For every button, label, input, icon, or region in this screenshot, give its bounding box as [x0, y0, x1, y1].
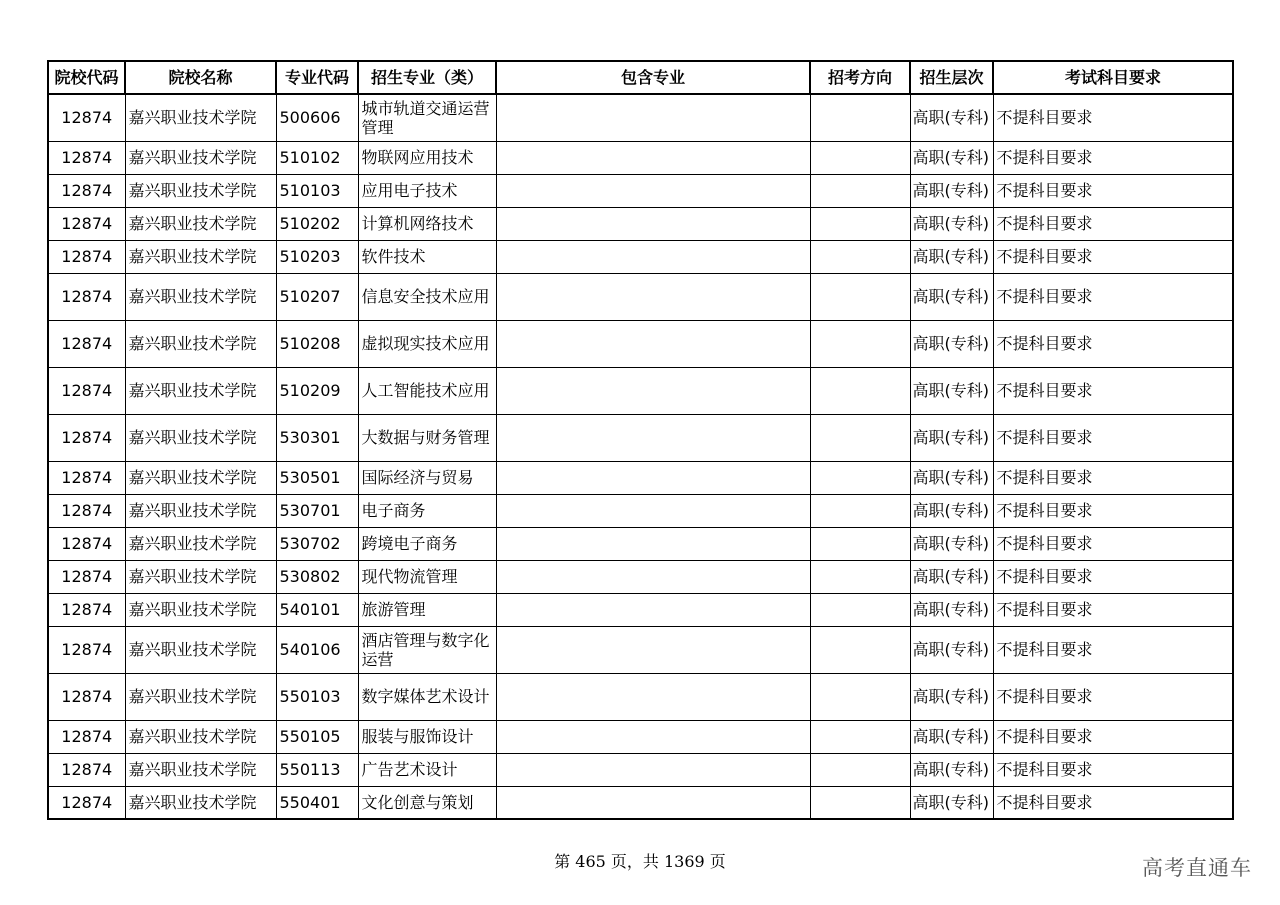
cell-subject-requirement: 不提科目要求: [993, 414, 1233, 461]
table-row: [48, 673, 1233, 720]
header-level: 招生层次: [910, 61, 993, 94]
cell-school-name: 嘉兴职业技术学院: [125, 320, 276, 367]
cell-school-name: 嘉兴职业技术学院: [125, 414, 276, 461]
cell-level: 高职(专科): [910, 174, 993, 207]
cell-major-code: 510102: [276, 141, 358, 174]
cell-included-majors: [496, 494, 810, 527]
cell-school-code: 12874: [48, 720, 125, 753]
table-row: [48, 494, 1233, 527]
header-major-code: 专业代码: [276, 61, 358, 94]
cell-major-name: 虚拟现实技术应用: [358, 320, 496, 367]
table-row: [48, 560, 1233, 593]
table-row: [48, 207, 1233, 240]
cell-school-code: 12874: [48, 786, 125, 819]
cell-school-name: 嘉兴职业技术学院: [125, 240, 276, 273]
cell-direction: [810, 207, 910, 240]
cell-subject-requirement: 不提科目要求: [993, 786, 1233, 819]
cell-major-code: 510203: [276, 240, 358, 273]
table-row: [48, 240, 1233, 273]
cell-included-majors: [496, 141, 810, 174]
header-direction: 招考方向: [810, 61, 910, 94]
cell-major-code: 510209: [276, 367, 358, 414]
cell-major-name: 国际经济与贸易: [358, 461, 496, 494]
cell-school-name: 嘉兴职业技术学院: [125, 174, 276, 207]
cell-major-name: 计算机网络技术: [358, 207, 496, 240]
page-number: 第 465 页，共 1369 页: [554, 852, 726, 871]
watermark: 高考直通车: [1142, 856, 1252, 880]
table-row: [48, 141, 1233, 174]
cell-major-name: 软件技术: [358, 240, 496, 273]
table-row: [48, 174, 1233, 207]
cell-included-majors: [496, 320, 810, 367]
cell-major-name: 人工智能技术应用: [358, 367, 496, 414]
enrollment-table: [47, 60, 1234, 820]
cell-school-code: 12874: [48, 141, 125, 174]
cell-school-name: 嘉兴职业技术学院: [125, 753, 276, 786]
cell-subject-requirement: 不提科目要求: [993, 174, 1233, 207]
cell-subject-requirement: 不提科目要求: [993, 207, 1233, 240]
cell-subject-requirement: 不提科目要求: [993, 753, 1233, 786]
cell-subject-requirement: 不提科目要求: [993, 240, 1233, 273]
cell-level: 高职(专科): [910, 786, 993, 819]
cell-direction: [810, 174, 910, 207]
cell-major-name: 广告艺术设计: [358, 753, 496, 786]
cell-direction: [810, 320, 910, 367]
cell-direction: [810, 527, 910, 560]
cell-level: 高职(专科): [910, 320, 993, 367]
cell-major-name: 数字媒体艺术设计: [358, 673, 496, 720]
cell-school-code: 12874: [48, 753, 125, 786]
cell-level: 高职(专科): [910, 273, 993, 320]
cell-level: 高职(专科): [910, 141, 993, 174]
header-school-name: 院校名称: [125, 61, 276, 94]
table-row: [48, 273, 1233, 320]
cell-subject-requirement: 不提科目要求: [993, 273, 1233, 320]
cell-included-majors: [496, 527, 810, 560]
cell-included-majors: [496, 593, 810, 626]
header-major-category: 招生专业（类）: [358, 61, 496, 94]
cell-school-name: 嘉兴职业技术学院: [125, 560, 276, 593]
cell-school-code: 12874: [48, 593, 125, 626]
cell-included-majors: [496, 273, 810, 320]
cell-school-code: 12874: [48, 673, 125, 720]
cell-direction: [810, 626, 910, 673]
cell-major-name: 应用电子技术: [358, 174, 496, 207]
cell-school-code: 12874: [48, 414, 125, 461]
cell-major-name: 服装与服饰设计: [358, 720, 496, 753]
cell-direction: [810, 240, 910, 273]
cell-school-code: 12874: [48, 240, 125, 273]
cell-school-name: 嘉兴职业技术学院: [125, 626, 276, 673]
cell-subject-requirement: 不提科目要求: [993, 141, 1233, 174]
cell-direction: [810, 494, 910, 527]
table-row: [48, 753, 1233, 786]
cell-major-name: 酒店管理与数字化运营: [358, 626, 496, 673]
header-subject-requirement: 考试科目要求: [993, 61, 1233, 94]
cell-level: 高职(专科): [910, 414, 993, 461]
cell-major-code: 510202: [276, 207, 358, 240]
cell-school-code: 12874: [48, 320, 125, 367]
cell-included-majors: [496, 414, 810, 461]
cell-direction: [810, 461, 910, 494]
cell-level: 高职(专科): [910, 207, 993, 240]
table-row: [48, 367, 1233, 414]
cell-school-name: 嘉兴职业技术学院: [125, 673, 276, 720]
cell-school-code: 12874: [48, 207, 125, 240]
cell-major-name: 信息安全技术应用: [358, 273, 496, 320]
cell-major-code: 530702: [276, 527, 358, 560]
cell-level: 高职(专科): [910, 94, 993, 141]
cell-subject-requirement: 不提科目要求: [993, 461, 1233, 494]
cell-level: 高职(专科): [910, 367, 993, 414]
table-header: [48, 61, 1233, 94]
cell-major-code: 540101: [276, 593, 358, 626]
cell-direction: [810, 414, 910, 461]
cell-major-code: 550103: [276, 673, 358, 720]
table-row: [48, 720, 1233, 753]
table-row: [48, 527, 1233, 560]
cell-school-name: 嘉兴职业技术学院: [125, 494, 276, 527]
cell-level: 高职(专科): [910, 673, 993, 720]
cell-major-code: 540106: [276, 626, 358, 673]
cell-included-majors: [496, 673, 810, 720]
cell-subject-requirement: 不提科目要求: [993, 367, 1233, 414]
cell-included-majors: [496, 560, 810, 593]
table-row: [48, 414, 1233, 461]
table-row: [48, 593, 1233, 626]
cell-major-code: 530701: [276, 494, 358, 527]
cell-school-name: 嘉兴职业技术学院: [125, 273, 276, 320]
cell-school-code: 12874: [48, 560, 125, 593]
cell-subject-requirement: 不提科目要求: [993, 320, 1233, 367]
cell-school-code: 12874: [48, 367, 125, 414]
cell-school-code: 12874: [48, 494, 125, 527]
cell-school-name: 嘉兴职业技术学院: [125, 720, 276, 753]
cell-included-majors: [496, 240, 810, 273]
cell-school-code: 12874: [48, 94, 125, 141]
cell-included-majors: [496, 626, 810, 673]
cell-subject-requirement: 不提科目要求: [993, 527, 1233, 560]
header-school-code: 院校代码: [48, 61, 125, 94]
cell-direction: [810, 367, 910, 414]
cell-school-code: 12874: [48, 273, 125, 320]
cell-school-code: 12874: [48, 461, 125, 494]
cell-subject-requirement: 不提科目要求: [993, 94, 1233, 141]
cell-level: 高职(专科): [910, 527, 993, 560]
cell-subject-requirement: 不提科目要求: [993, 494, 1233, 527]
header-included-majors: 包含专业: [496, 61, 810, 94]
table-row: [48, 786, 1233, 819]
cell-major-code: 530301: [276, 414, 358, 461]
cell-major-name: 现代物流管理: [358, 560, 496, 593]
cell-direction: [810, 753, 910, 786]
cell-subject-requirement: 不提科目要求: [993, 720, 1233, 753]
cell-included-majors: [496, 753, 810, 786]
cell-school-name: 嘉兴职业技术学院: [125, 141, 276, 174]
cell-school-name: 嘉兴职业技术学院: [125, 593, 276, 626]
cell-major-name: 物联网应用技术: [358, 141, 496, 174]
cell-level: 高职(专科): [910, 560, 993, 593]
cell-major-name: 旅游管理: [358, 593, 496, 626]
cell-level: 高职(专科): [910, 240, 993, 273]
cell-major-code: 550105: [276, 720, 358, 753]
cell-included-majors: [496, 786, 810, 819]
cell-level: 高职(专科): [910, 626, 993, 673]
cell-major-name: 跨境电子商务: [358, 527, 496, 560]
table-row: [48, 94, 1233, 141]
cell-subject-requirement: 不提科目要求: [993, 626, 1233, 673]
cell-level: 高职(专科): [910, 494, 993, 527]
cell-school-name: 嘉兴职业技术学院: [125, 207, 276, 240]
cell-school-code: 12874: [48, 174, 125, 207]
cell-major-name: 电子商务: [358, 494, 496, 527]
cell-included-majors: [496, 461, 810, 494]
cell-included-majors: [496, 367, 810, 414]
cell-included-majors: [496, 207, 810, 240]
cell-subject-requirement: 不提科目要求: [993, 673, 1233, 720]
cell-major-code: 510103: [276, 174, 358, 207]
cell-included-majors: [496, 174, 810, 207]
cell-level: 高职(专科): [910, 753, 993, 786]
cell-level: 高职(专科): [910, 720, 993, 753]
cell-direction: [810, 673, 910, 720]
cell-major-code: 550401: [276, 786, 358, 819]
cell-school-name: 嘉兴职业技术学院: [125, 786, 276, 819]
cell-level: 高职(专科): [910, 593, 993, 626]
cell-school-name: 嘉兴职业技术学院: [125, 527, 276, 560]
cell-subject-requirement: 不提科目要求: [993, 560, 1233, 593]
cell-direction: [810, 141, 910, 174]
cell-major-code: 550113: [276, 753, 358, 786]
cell-direction: [810, 560, 910, 593]
cell-major-code: 500606: [276, 94, 358, 141]
cell-school-code: 12874: [48, 626, 125, 673]
cell-subject-requirement: 不提科目要求: [993, 593, 1233, 626]
cell-direction: [810, 593, 910, 626]
table-row: [48, 320, 1233, 367]
cell-major-name: 文化创意与策划: [358, 786, 496, 819]
cell-school-name: 嘉兴职业技术学院: [125, 461, 276, 494]
cell-direction: [810, 273, 910, 320]
cell-direction: [810, 720, 910, 753]
cell-major-code: 510207: [276, 273, 358, 320]
cell-direction: [810, 94, 910, 141]
cell-included-majors: [496, 720, 810, 753]
table-row: [48, 461, 1233, 494]
cell-school-name: 嘉兴职业技术学院: [125, 94, 276, 141]
cell-direction: [810, 786, 910, 819]
cell-major-code: 530501: [276, 461, 358, 494]
table-body: [48, 94, 1233, 819]
cell-level: 高职(专科): [910, 461, 993, 494]
cell-school-code: 12874: [48, 527, 125, 560]
table-row: [48, 626, 1233, 673]
cell-school-name: 嘉兴职业技术学院: [125, 367, 276, 414]
cell-major-code: 530802: [276, 560, 358, 593]
cell-major-code: 510208: [276, 320, 358, 367]
cell-included-majors: [496, 94, 810, 141]
cell-major-name: 城市轨道交通运营管理: [358, 94, 496, 141]
cell-major-name: 大数据与财务管理: [358, 414, 496, 461]
